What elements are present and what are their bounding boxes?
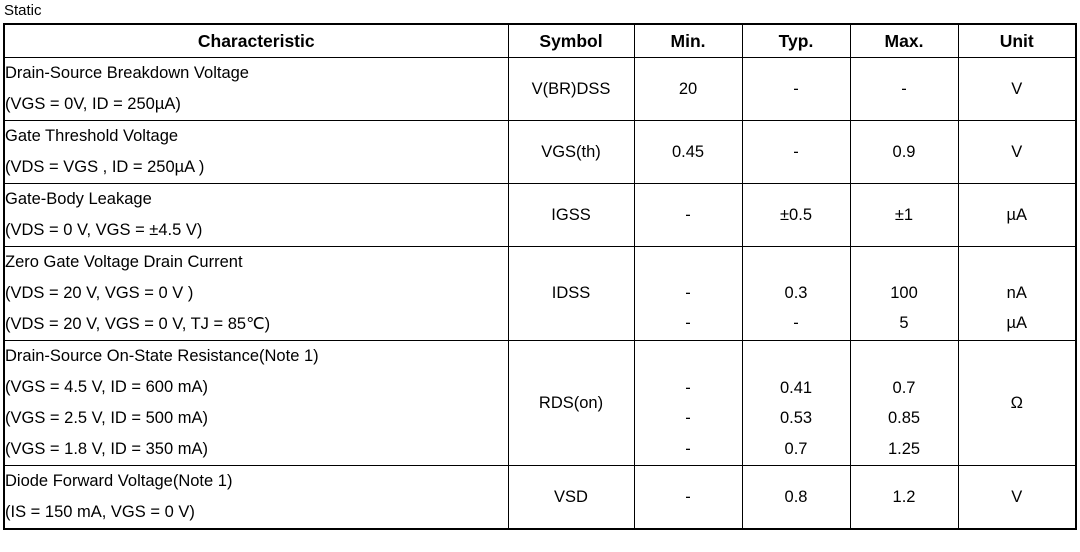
cell-symbol: IGSS — [508, 184, 634, 247]
characteristic-line: (VDS = 20 V, VGS = 0 V, TJ = 85℃) — [5, 315, 271, 333]
static-characteristics-table — [3, 23, 1077, 530]
characteristic-line: (VDS = VGS , ID = 250µA ) — [5, 158, 205, 176]
value-line: µA — [1006, 314, 1027, 332]
column-header-min: Min. — [634, 24, 742, 58]
cell-typ: - — [742, 121, 850, 184]
table-row — [4, 184, 1076, 247]
value-line: - — [793, 314, 799, 332]
value-line: 0.85 — [887, 408, 921, 427]
table-row — [4, 247, 1076, 341]
cell-max — [850, 341, 958, 466]
cell-min — [634, 247, 742, 341]
cell-symbol: VGS(th) — [508, 121, 634, 184]
column-header-unit: Unit — [958, 24, 1076, 58]
cell-characteristic — [4, 466, 508, 530]
cell-min: 0.45 — [634, 121, 742, 184]
cell-characteristic — [4, 184, 508, 247]
cell-unit: µA — [958, 184, 1076, 247]
value-line: 0.7 — [784, 439, 808, 458]
value-line: 0.7 — [892, 378, 916, 397]
cell-symbol: RDS(on) — [508, 341, 634, 466]
value-line: - — [685, 284, 691, 302]
cell-symbol: IDSS — [508, 247, 634, 341]
value-line: - — [685, 408, 691, 427]
characteristic-line: Gate-Body Leakage — [5, 190, 152, 208]
characteristic-line: Drain-Source Breakdown Voltage — [5, 64, 249, 82]
cell-typ — [742, 247, 850, 341]
value-line: 0.3 — [784, 284, 808, 302]
cell-characteristic — [4, 121, 508, 184]
table-row — [4, 341, 1076, 466]
characteristic-line: (VDS = 20 V, VGS = 0 V ) — [5, 284, 194, 302]
column-header-characteristic: Characteristic — [4, 24, 508, 58]
cell-characteristic — [4, 58, 508, 121]
table-row — [4, 58, 1076, 121]
characteristic-line: Zero Gate Voltage Drain Current — [5, 253, 243, 271]
cell-max: ±1 — [850, 184, 958, 247]
cell-unit: V — [958, 58, 1076, 121]
value-line: 100 — [890, 284, 918, 302]
value-line: - — [685, 378, 691, 397]
value-line: 0.41 — [779, 378, 813, 397]
cell-unit: Ω — [958, 341, 1076, 466]
cell-max: 0.9 — [850, 121, 958, 184]
cell-unit: V — [958, 466, 1076, 530]
cell-characteristic — [4, 247, 508, 341]
characteristic-line: (VGS = 4.5 V, ID = 600 mA) — [5, 378, 208, 396]
value-line: 5 — [899, 314, 909, 332]
characteristic-line: (VGS = 2.5 V, ID = 500 mA) — [5, 409, 208, 427]
cell-unit — [958, 247, 1076, 341]
column-header-symbol: Symbol — [508, 24, 634, 58]
cell-unit: V — [958, 121, 1076, 184]
cell-max: - — [850, 58, 958, 121]
cell-min: - — [634, 466, 742, 530]
value-line: - — [685, 314, 691, 332]
column-header-typ: Typ. — [742, 24, 850, 58]
table-row — [4, 466, 1076, 530]
value-line: 1.25 — [887, 439, 921, 458]
cell-symbol: V(BR)DSS — [508, 58, 634, 121]
cell-typ: - — [742, 58, 850, 121]
cell-max: 1.2 — [850, 466, 958, 530]
characteristic-line: Diode Forward Voltage(Note 1) — [5, 472, 233, 490]
cell-max — [850, 247, 958, 341]
value-line: nA — [1006, 284, 1027, 302]
cell-typ: ±0.5 — [742, 184, 850, 247]
cell-symbol: VSD — [508, 466, 634, 530]
table-header-row — [4, 24, 1076, 58]
characteristic-line: (IS = 150 mA, VGS = 0 V) — [5, 503, 195, 521]
cell-typ — [742, 341, 850, 466]
cell-min: - — [634, 184, 742, 247]
characteristic-line: (VDS = 0 V, VGS = ±4.5 V) — [5, 221, 203, 239]
characteristic-line: Gate Threshold Voltage — [5, 127, 179, 145]
cell-min: 20 — [634, 58, 742, 121]
characteristic-line: (VGS = 0V, ID = 250µA) — [5, 95, 181, 113]
value-line: - — [685, 439, 691, 458]
characteristic-line: (VGS = 1.8 V, ID = 350 mA) — [5, 440, 208, 458]
value-line: 0.53 — [779, 408, 813, 427]
characteristic-line: Drain-Source On-State Resistance(Note 1) — [5, 347, 319, 365]
section-label: Static — [4, 2, 42, 19]
table-row — [4, 121, 1076, 184]
cell-characteristic — [4, 341, 508, 466]
cell-min — [634, 341, 742, 466]
cell-typ: 0.8 — [742, 466, 850, 530]
column-header-max: Max. — [850, 24, 958, 58]
